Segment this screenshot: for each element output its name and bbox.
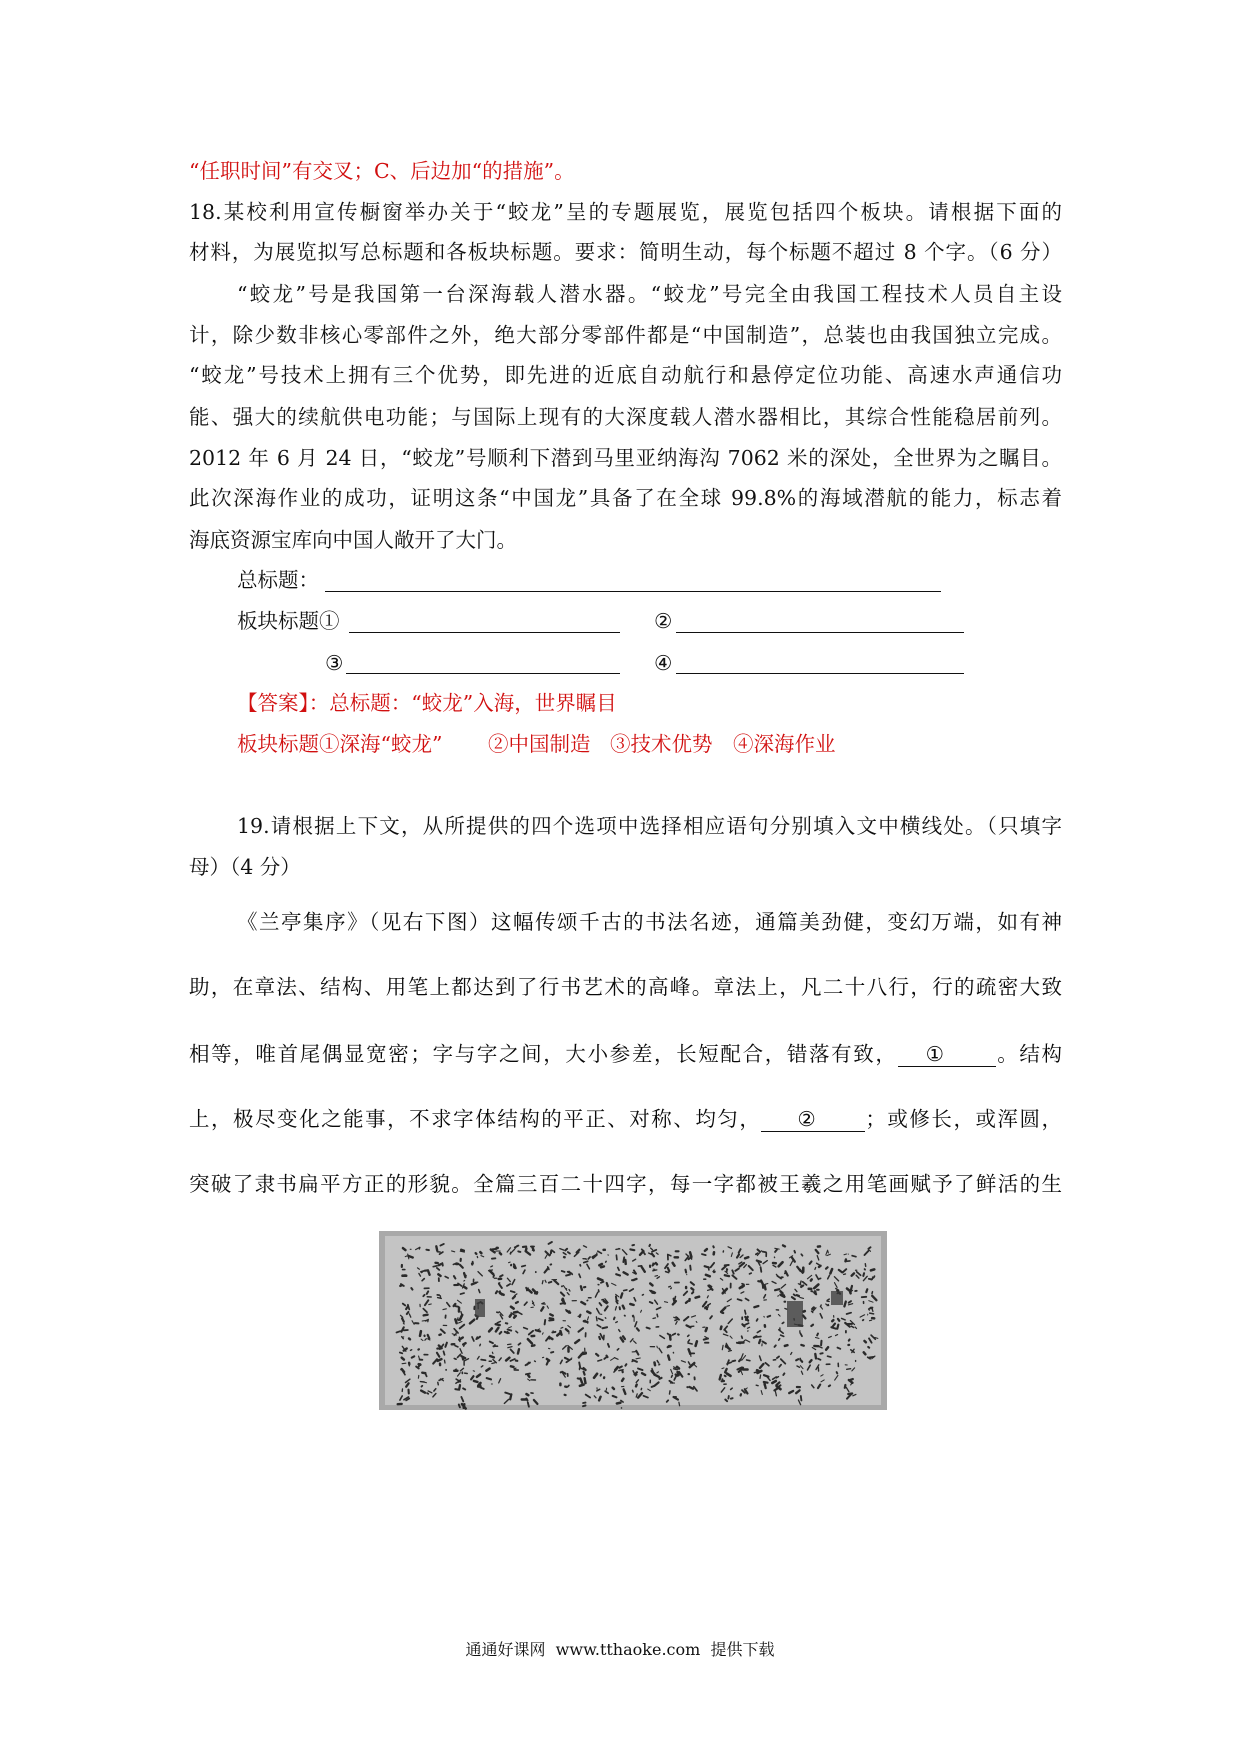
section-title-blank-4[interactable] [676,673,964,674]
passage-line-4-text: 上，极尽变化之能事，不求字体结构的平正、对称、均匀， [189,1107,762,1131]
q18-material-line-7: 海底资源宝库向中国人敞开了大门。 [189,528,517,552]
q18-material-line-1: “蛟龙”号是我国第一台深海载人潜水器。“蛟龙”号完全由我国工程技术人员自主设 [237,282,1062,306]
q18-answer-sections [0,729,1240,759]
answer-section-1: 板块标题①深海“蛟龙” [237,732,443,756]
passage-line-3-text: 相等，唯首尾偶显宽密；字与字之间，大小参差，长短配合，错落有致， [189,1042,898,1066]
q19-passage-line-4 [189,1102,1062,1136]
lanting-calligraphy-image [379,1231,887,1410]
q18-material-line-3: “蛟龙”号技术上拥有三个优势，即先进的近底自动航行和悬停定位功能、高速水声通信功 [189,363,1062,387]
q19-stem-line-1: 19.请根据上下文，从所提供的四个选项中选择相应语句分别填入文中横线处。（只填字 [237,814,1062,838]
passage-blank-1[interactable]: ① [898,1041,996,1067]
q18-answer-main-title: 【答案】：总标题：“蛟龙”入海，世界瞩目 [237,691,617,715]
section-title-blank-3[interactable] [346,673,620,674]
main-title-label: 总标题： [237,568,319,592]
q19-passage-line-5: 突破了隶书扁平方正的形貌。全篇三百二十四字，每一字都被王羲之用笔画赋予了鲜活的生 [189,1172,1062,1196]
section-title-blank-2[interactable] [676,632,964,633]
previous-answer-line: “任职时间”有交叉；C、后边加“的措施”。 [189,159,575,183]
answer-section-2: ②中国制造 [488,732,591,756]
q19-stem-line-2: 母）（4 分） [189,855,301,879]
q18-material-line-4: 能、强大的续航供电功能；与国际上现有的大深度载人潜水器相比，其综合性能稳居前列。 [189,405,1062,429]
q19-passage-line-1: 《兰亭集序》（见右下图）这幅传颂千古的书法名迹，通篇美劲健，变幻万端，如有神 [237,910,1062,934]
answer-section-3: ③技术优势 [610,732,713,756]
answer-section-4: ④深海作业 [733,732,836,756]
section-number-4: ④ [654,651,673,675]
page-footer: 通通好课网 www.tthaoke.com 提供下载 [465,1640,775,1659]
passage-line-3-tail: 。结构 [995,1042,1063,1066]
section-title-blank-1[interactable] [349,632,620,633]
main-title-blank[interactable] [325,591,941,592]
section-title-label: 板块标题① [237,609,340,633]
section-number-2: ② [654,609,673,633]
q18-material-line-2: 计，除少数非核心零部件之外，绝大部分零部件都是“中国制造”，总装也由我国独立完成。 [189,323,1062,347]
section-number-3: ③ [325,651,344,675]
q18-stem-line-1: 18.某校利用宣传橱窗举办关于“蛟龙”呈的专题展览，展览包括四个板块。请根据下面的 [189,200,1062,224]
q18-stem-line-2: 材料，为展览拟写总标题和各板块标题。要求：简明生动，每个标题不超过 8 个字。（6 分） [189,240,1062,264]
q18-material-line-6: 此次深海作业的成功，证明这条“中国龙”具备了在全球 99.8%的海域潜航的能力，标志着 [189,486,1062,510]
q18-material-line-5: 2012 年 6 月 24 日，“蛟龙”号顺利下潜到马里亚纳海沟 7062 米的深处，全世界为之瞩目。 [189,446,1062,470]
passage-line-4-tail: ；或修长，或浑圆， [865,1107,1063,1131]
passage-blank-2[interactable]: ② [761,1106,865,1132]
q19-passage-line-2: 助，在章法、结构、用笔上都达到了行书艺术的高峰。章法上，凡二十八行，行的疏密大致 [189,975,1062,999]
q19-passage-line-3 [189,1037,1062,1071]
